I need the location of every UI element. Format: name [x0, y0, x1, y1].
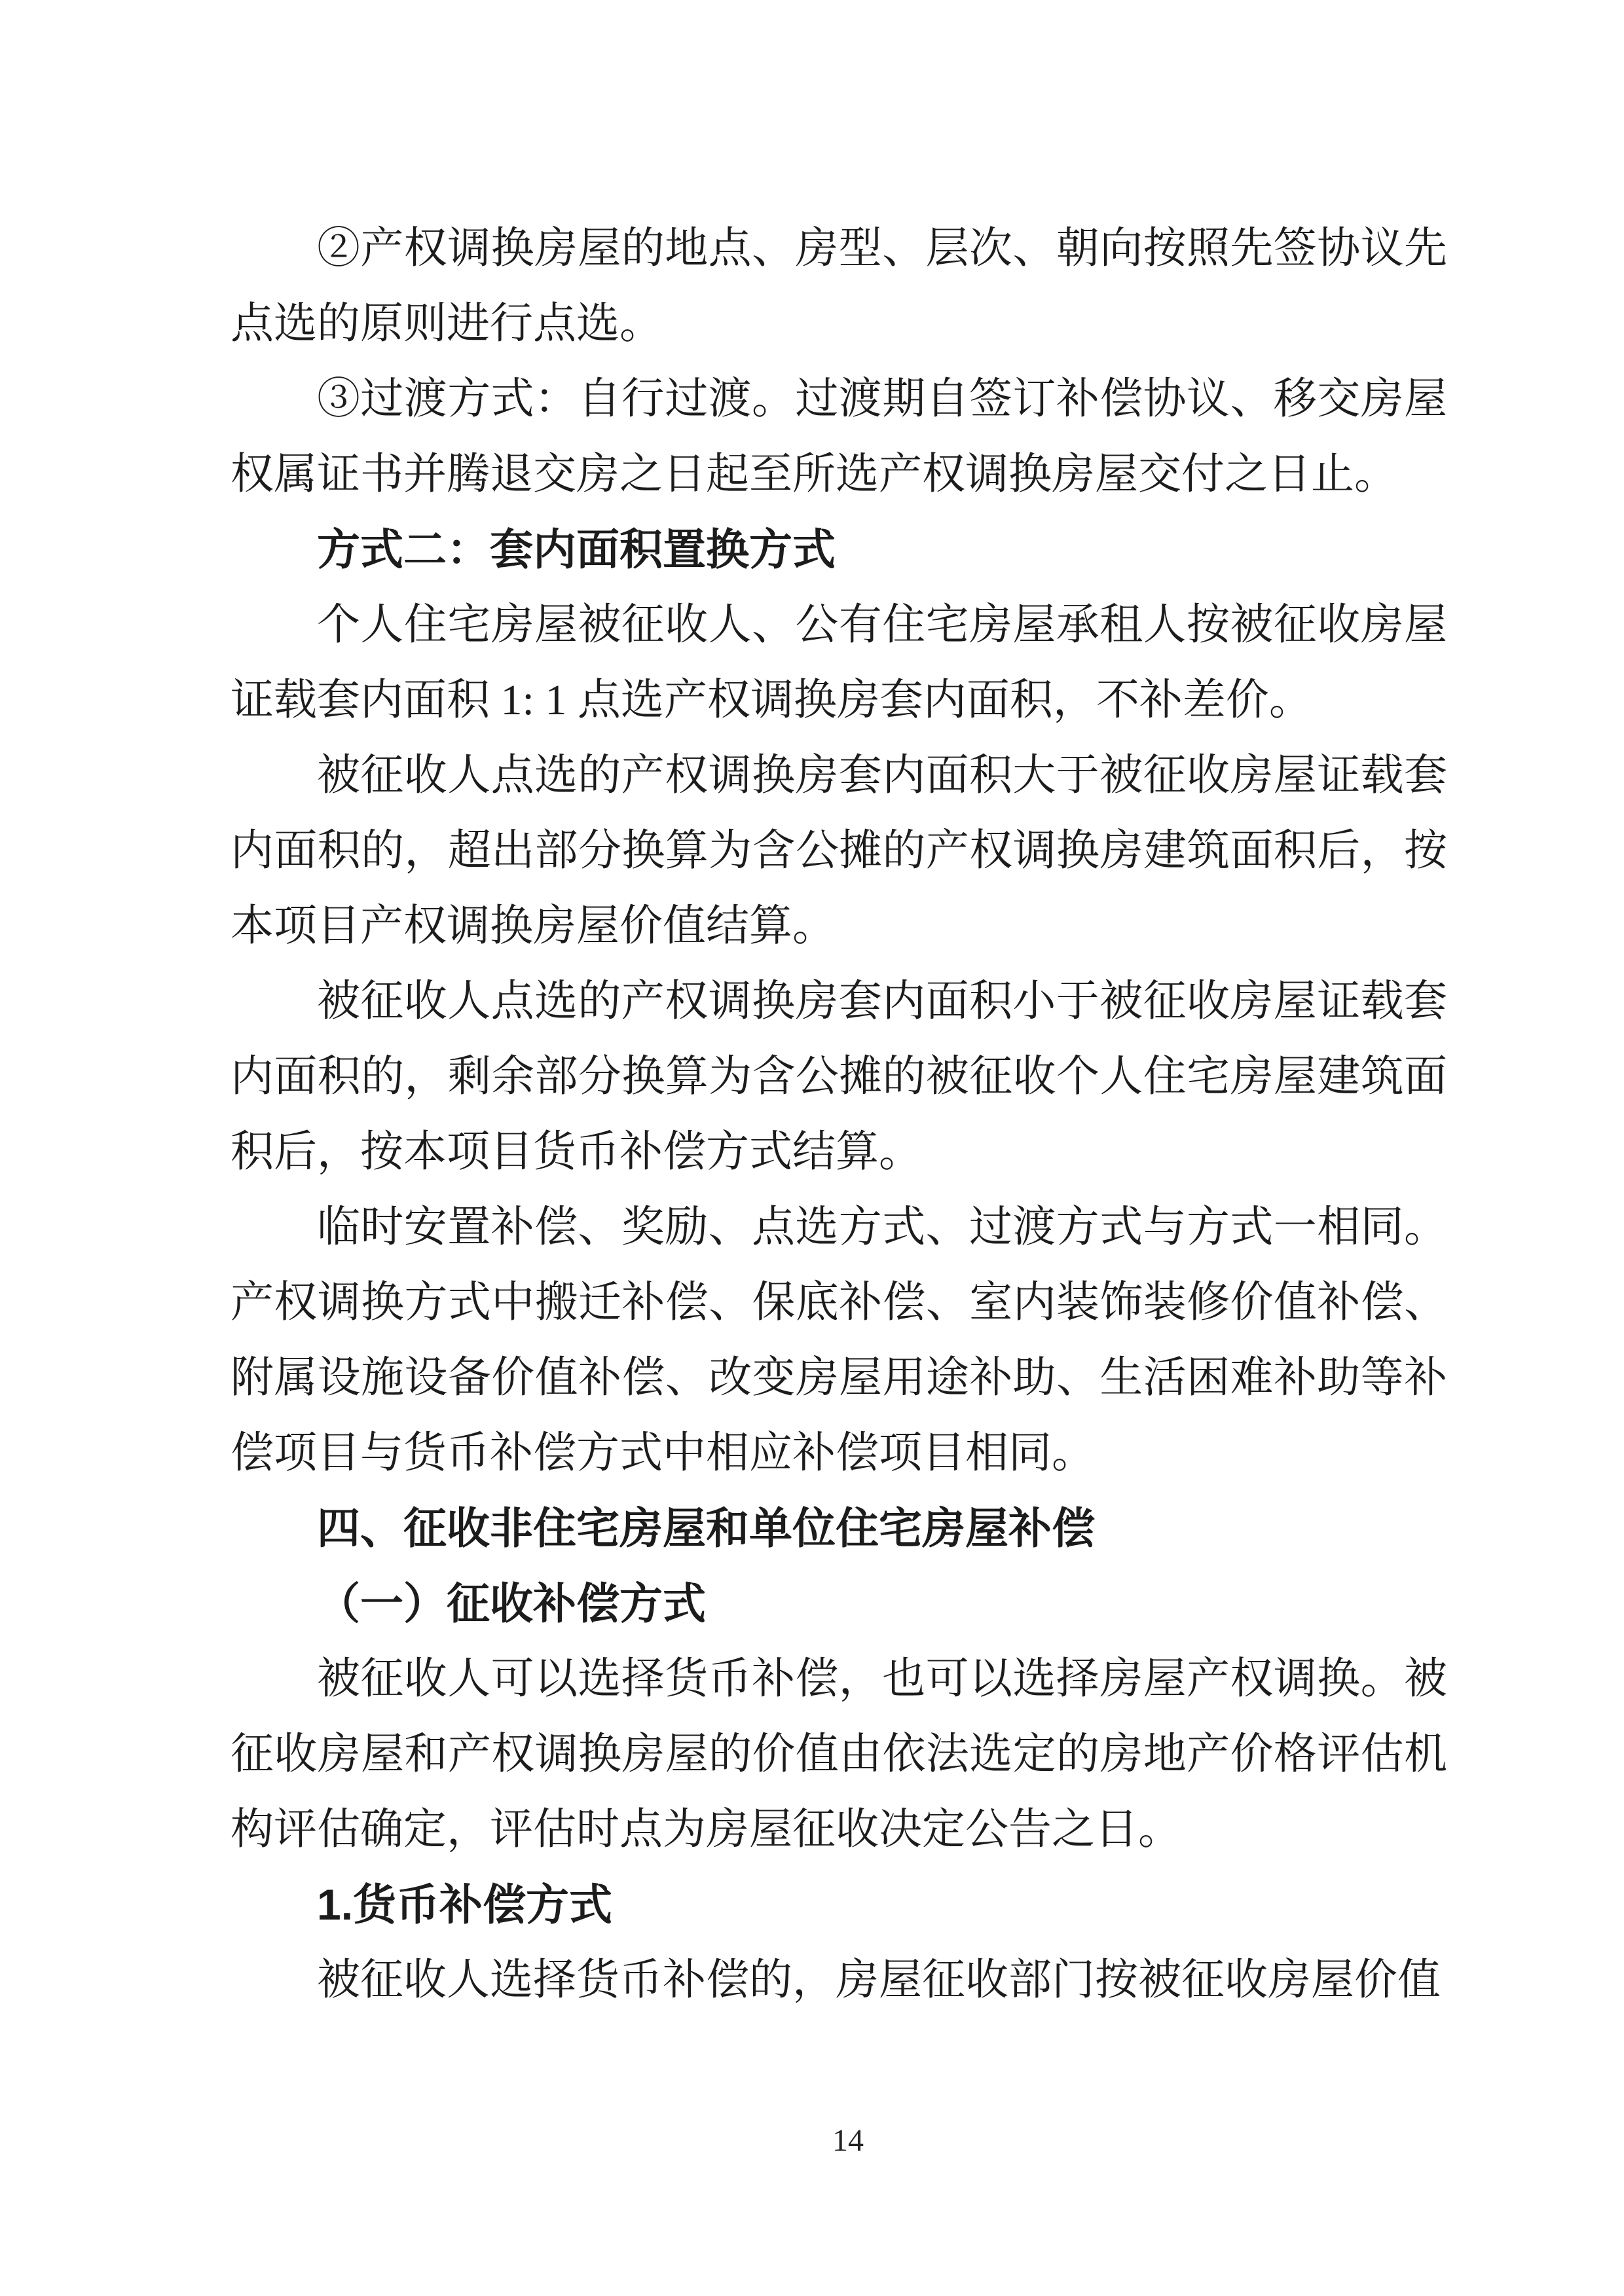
paragraph-compensation-choice: 被征收人可以选择货币补偿，也可以选择房屋产权调换。被征收房屋和产权调换房屋的价值由依法选定的房地产价格评估机构评估确定，评估时点为房屋征收决定公告之日。: [231, 1655, 1447, 1853]
paragraph-area-smaller: 被征收人点选的产权调换房套内面积小于被征收房屋证载套内面积的，剩余部分换算为含公摊的被征收个人住宅房屋建筑面积后，按本项目货币补偿方式结算。: [231, 977, 1447, 1176]
paragraph-swap-location: ②产权调换房屋的地点、房型、层次、朝向按照先签协议先点选的原则进行点选。: [231, 225, 1447, 348]
paragraph-transition-method: ③过渡方式：自行过渡。过渡期自签订补偿协议、移交房屋权属证书并腾退交房之日起至所选产权调换房屋交付之日止。: [231, 375, 1447, 498]
section-heading-four: 四、征收非住宅房屋和单位住宅房屋补偿: [317, 1504, 1095, 1552]
paragraph-same-compensation-items: 临时安置补偿、奖励、点选方式、过渡方式与方式一相同。产权调换方式中搬迁补偿、保底补偿、室内装饰装修价值补偿、附属设施设备价值补偿、改变房屋用途补助、生活困难补助等补偿项目与货币补偿方式中相应补偿项目相同。: [231, 1203, 1447, 1477]
paragraph-area-greater: 被征收人点选的产权调换房套内面积大于被征收房屋证载套内面积的，超出部分换算为含公摊的产权调换房建筑面积后，按本项目产权调换房屋价值结算。: [231, 752, 1447, 950]
subsection-heading-monetary: 1.货币补偿方式: [317, 1880, 613, 1929]
section-heading-method-two: 方式二：套内面积置换方式: [317, 525, 836, 574]
paragraph-monetary-compensation: 被征收人选择货币补偿的，房屋征收部门按被征收房屋价值: [317, 1956, 1441, 2004]
page-footer: [0, 2123, 1624, 2159]
paragraph-inner-area-swap: 个人住宅房屋被征收人、公有住宅房屋承租人按被征收房屋证载套内面积 1: 1 点选产权调换房套内面积，不补差价。: [231, 601, 1447, 724]
subsection-heading-one: （一）征收补偿方式: [317, 1579, 706, 1628]
page-number: 14: [832, 2123, 864, 2158]
document-body: [231, 211, 1447, 2018]
